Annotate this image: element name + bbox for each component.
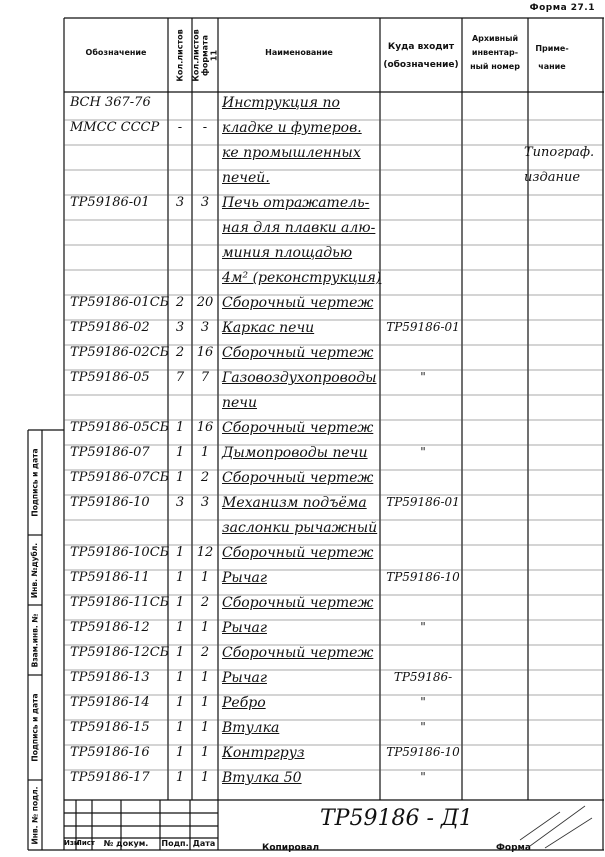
row-designation: ТР59186-10 [70, 495, 150, 510]
row-name: заслонки рычажный [222, 520, 378, 536]
header-included-in: Куда входит (обозначение) [383, 42, 459, 70]
row-format-count: 16 [196, 345, 214, 360]
row-format-count: 7 [200, 370, 210, 385]
row-sheet-count: 1 [175, 770, 185, 785]
row-designation: ТР59186-05СБ [70, 420, 170, 435]
row-designation: ТР59186-11 [70, 570, 150, 585]
row-note: Типограф. [524, 145, 595, 160]
row-name: Втулка 50 [222, 770, 302, 786]
row-included-in: " [420, 620, 426, 634]
row-sheet-count: 1 [175, 570, 185, 585]
row-designation: ТР59186-13 [70, 670, 150, 685]
row-sheet-count: 3 [175, 495, 185, 510]
row-sheet-count: - [177, 120, 183, 135]
row-sheet-count: 1 [175, 445, 185, 460]
row-designation: ВСН 367-76 [70, 95, 151, 110]
row-designation: ТР59186-07 [70, 445, 150, 460]
row-designation: ТР59186-05 [70, 370, 150, 385]
side-label-dup-inv: Инв. №дубл. [30, 542, 40, 598]
row-name: Сборочный чертеж [222, 595, 374, 611]
row-name: Сборочный чертеж [222, 420, 374, 436]
row-format-count: 3 [200, 320, 210, 335]
header-archive-number: Архивный инвентар-ный номер [470, 34, 520, 71]
row-format-count: 3 [200, 195, 210, 210]
row-name: Механизм подъёма [222, 495, 367, 511]
row-name: Газовоздухопроводы [222, 370, 377, 386]
row-name: кладке и футеров. [222, 120, 362, 136]
row-format-count: 1 [200, 695, 210, 710]
doc-code: ТР59186 - Д1 [320, 806, 473, 831]
row-sheet-count: 1 [175, 470, 185, 485]
row-sheet-count: 2 [175, 345, 185, 360]
form-label-bottom: Форма [496, 843, 531, 853]
row-designation: ТР59186-01СБ [70, 295, 170, 310]
row-name: ке промышленных [222, 145, 361, 161]
row-designation: ТР59186-01 [70, 195, 150, 210]
title-col-sign: Подп. [161, 839, 189, 848]
form-label-top: Форма 27.1 [529, 3, 595, 13]
row-name: миния площадью [222, 245, 353, 261]
row-included-in: " [420, 445, 426, 459]
side-label-replace-inv: Взам.инв. № [30, 613, 40, 667]
title-col-izm: Изм [64, 839, 80, 847]
row-designation: ТР59186-17 [70, 770, 150, 785]
side-label-sign-date-1: Подпись и дата [30, 448, 40, 517]
row-format-count: 12 [196, 545, 214, 560]
row-designation: ТР59186-12СБ [70, 645, 170, 660]
side-label-original-inv: Инв. № подл. [30, 785, 40, 845]
row-name: Сборочный чертеж [222, 645, 374, 661]
header-designation: Обозначение [85, 48, 147, 57]
row-sheet-count: 1 [175, 670, 185, 685]
row-sheet-count: 1 [175, 645, 185, 660]
row-sheet-count: 3 [175, 320, 185, 335]
row-name: Рычаг [222, 570, 267, 586]
row-designation: ТР59186-10СБ [70, 545, 170, 560]
row-included-in: ТР59186-01 [386, 320, 460, 334]
row-sheet-count: 3 [175, 195, 185, 210]
row-format-count: 16 [196, 420, 214, 435]
row-format-count: 1 [200, 770, 210, 785]
row-name: Контргруз [222, 745, 305, 761]
row-name: ная для плавки алю- [222, 220, 376, 236]
row-designation: ТР59186-15 [70, 720, 150, 735]
row-designation: ТР59186-11СБ [70, 595, 170, 610]
row-format-count: 20 [196, 295, 214, 310]
row-name: Ребро [222, 695, 266, 711]
row-format-count: 1 [200, 570, 210, 585]
side-label-sign-date-2: Подпись и дата [30, 693, 40, 762]
row-format-count: 2 [200, 645, 210, 660]
row-sheet-count: 1 [175, 695, 185, 710]
row-included-in: " [420, 720, 426, 734]
header-sheets-count-label: Кол.листов [175, 28, 185, 82]
row-name: Втулка [222, 720, 280, 736]
row-included-in: " [420, 370, 426, 384]
row-sheet-count: 1 [175, 545, 185, 560]
row-included-in: ТР59186-01 [386, 495, 460, 509]
row-designation: ТР59186-02 [70, 320, 150, 335]
row-sheet-count: 1 [175, 745, 185, 760]
row-designation: ТР59186-12 [70, 620, 150, 635]
row-included-in: " [420, 770, 426, 784]
row-format-count: 1 [200, 670, 210, 685]
row-name: Сборочный чертеж [222, 345, 374, 361]
header-sheets-format [192, 18, 218, 92]
header-sheets-format-label: Кол.листов формата 11 [191, 28, 219, 82]
row-name: Сборочный чертеж [222, 470, 374, 486]
row-included-in: ТР59186-10 [386, 570, 460, 584]
row-name: печи [222, 395, 258, 411]
row-format-count: 2 [200, 595, 210, 610]
title-col-list: Лист [76, 839, 95, 847]
row-format-count: 1 [200, 445, 210, 460]
header-note: Приме-чание [535, 44, 569, 71]
row-name: Инструкция по [222, 95, 340, 111]
row-format-count: 3 [200, 495, 210, 510]
row-name: Сборочный чертеж [222, 295, 374, 311]
row-name: Каркас печи [222, 320, 315, 336]
header-sheets-count [168, 18, 192, 92]
row-name: Рычаг [222, 620, 267, 636]
bottom-caption: Копировал [262, 843, 320, 853]
row-name: Печь отражатель- [222, 195, 370, 211]
row-format-count: - [202, 120, 208, 135]
row-name: Сборочный чертеж [222, 545, 374, 561]
title-col-doc: № докум. [103, 839, 149, 848]
row-designation: ТР59186-07СБ [70, 470, 170, 485]
row-sheet-count: 2 [175, 295, 185, 310]
row-sheet-count: 7 [175, 370, 185, 385]
row-format-count: 1 [200, 620, 210, 635]
row-name: Рычаг [222, 670, 267, 686]
row-name: Дымопроводы печи [222, 445, 368, 461]
row-sheet-count: 1 [175, 620, 185, 635]
row-sheet-count: 1 [175, 720, 185, 735]
row-sheet-count: 1 [175, 420, 185, 435]
row-note: издание [524, 170, 581, 185]
row-included-in: ТР59186-10 [386, 745, 460, 759]
row-sheet-count: 1 [175, 595, 185, 610]
row-designation: ММСС СССР [70, 120, 160, 135]
row-name: 4м² (реконструкция) [222, 270, 382, 286]
header-name: Наименование [265, 48, 333, 57]
row-format-count: 1 [200, 720, 210, 735]
row-included-in: ТР59186- [393, 670, 453, 684]
row-designation: ТР59186-02СБ [70, 345, 170, 360]
row-designation: ТР59186-16 [70, 745, 150, 760]
row-name: печей. [222, 170, 270, 186]
row-format-count: 1 [200, 745, 210, 760]
title-col-date: Дата [192, 839, 216, 848]
row-designation: ТР59186-14 [70, 695, 150, 710]
row-format-count: 2 [200, 470, 210, 485]
row-included-in: " [420, 695, 426, 709]
